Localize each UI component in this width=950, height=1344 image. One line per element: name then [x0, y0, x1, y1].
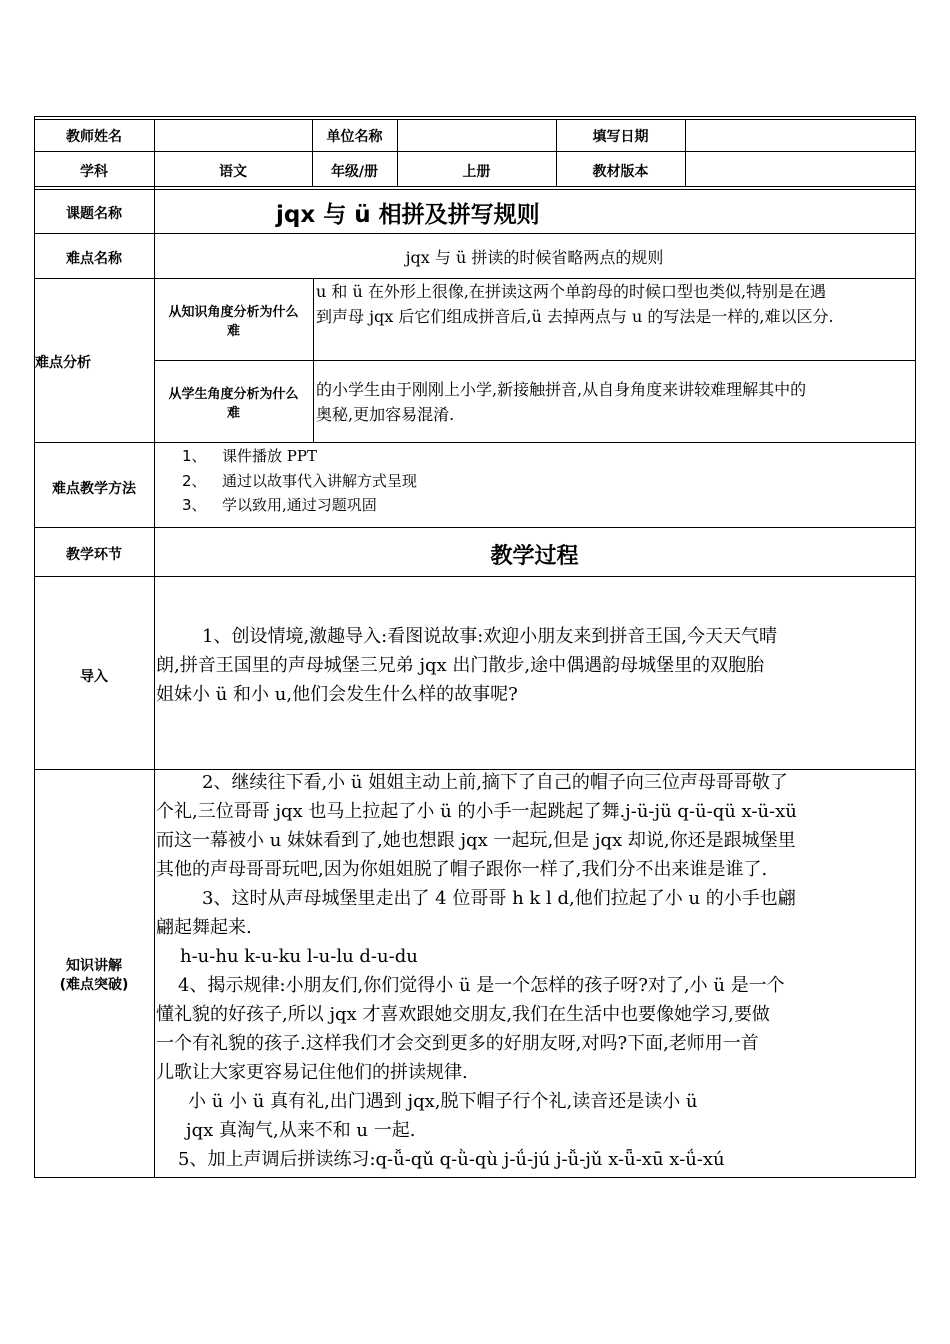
grade-value: 上册 — [462, 164, 491, 180]
column-divider — [313, 278, 314, 442]
row-divider — [34, 189, 916, 190]
row-divider — [34, 576, 916, 577]
process-label: 教学环节 — [66, 547, 122, 563]
table-border — [34, 116, 35, 1178]
knowledge-angle-label: 从知识角度分析为什么 难 — [168, 305, 299, 339]
fill-date-label: 填写日期 — [592, 129, 649, 145]
subject-value: 语文 — [219, 164, 247, 180]
table-border — [34, 116, 916, 117]
row-divider — [34, 186, 916, 187]
row-divider — [34, 233, 916, 234]
method-list — [182, 444, 417, 518]
textbook-label: 教材版本 — [592, 164, 649, 180]
unit-name-label: 单位名称 — [326, 129, 383, 145]
table-border — [34, 119, 916, 120]
intro-label: 导入 — [80, 669, 108, 685]
student-angle-label: 从学生角度分析为什么 难 — [168, 387, 299, 421]
method-item: 3、 学以致用,通过习题巩固 — [182, 496, 377, 514]
method-item: 2、 通过以故事代入讲解方式呈现 — [182, 471, 418, 490]
table-border — [34, 1177, 916, 1178]
knowledge-text: 2、继续往下看,小 ü 姐姐主动上前,摘下了自己的帽子向三位声母哥哥敬了 个礼,三位哥哥 jqx 也马上拉起了小 ü 的小手一起跳起了舞.j-ü-jü q-ü-qü x-ü-xü 而这一幕被小 u 妹妹看到了,她也想跟 jqx 一起玩,但是 jqx 却说,你还是跟城堡里 其他的声母哥哥玩吧,因为你姐姐脱了帽子跟你一样了,我们分不出来谁是谁了. 3、这时从声母城堡里走出了 4 位哥哥 h k l d,他们拉起了小 u 的小手也翩 翩起舞起来. h-u-hu k-u-ku l-u-lu d-u-du 4、揭示规律:小朋友们,你们觉得小 ü 是一个怎样的孩子呀?对了,小 ü 是一个 懂礼貌的好孩子,所以 jqx 才喜欢跟她交朋友,我们在生活中也要像她学习,要做 一个有礼貌的孩子.这样我们才会交到更多的好朋友呀,对吗?下面,老师用一首 儿歌让大家更容易记住他们的拼读规律. 小 ü 小 ü 真有礼,出门遇到 jqx,脱下帽子行个礼,读音还是读小 ü jqx 真淘气,从来不和 u 一起. 5、加上声调后拼读练习:q-ǚ-qǔ q-ǜ-qù j-ǘ-jú j-ǚ-jǔ x-ǖ-xū x-ǘ-xú — [156, 772, 797, 1170]
row-divider — [34, 527, 916, 528]
grade-label: 年级/册 — [330, 164, 379, 180]
teacher-name-label: 教师姓名 — [66, 129, 122, 145]
knowledge-label: 知识讲解 (难点突破) — [59, 958, 129, 993]
difficulty-label: 难点名称 — [66, 251, 122, 267]
knowledge-angle-text: u 和 ü 在外形上很像,在拼读这两个单韵母的时候口型也类似,特别是在遇 到声母 jqx 后它们组成拼音后,ü 去掉两点与 u 的写法是一样的,难以区分. — [316, 282, 834, 326]
table-border — [915, 116, 916, 1178]
intro-text: 1、创设情境,激趣导入:看图说故事:欢迎小朋友来到拼音王国,今天天气晴 朗,拼音王国里的声母城堡三兄弟 jqx 出门散步,途中偶遇韵母城堡里的双胞胎 姐妹小 ü 和小 u,他们会发生什么样的故事呢? — [156, 626, 778, 705]
difficulty-value: jqx 与 ü 拼读的时候省略两点的规则 — [405, 248, 664, 267]
column-divider — [154, 119, 155, 1178]
student-angle-text: 的小学生由于刚刚上小学,新接触拼音,从自身角度来讲较难理解其中的 奥秘,更加容易混淆. — [316, 380, 807, 424]
subject-label: 学科 — [80, 164, 108, 180]
row-divider — [34, 442, 916, 443]
row-divider — [154, 360, 916, 361]
process-title: 教学过程 — [490, 544, 579, 569]
topic-title: jqx 与 ü 相拼及拼写规则 — [276, 202, 540, 228]
topic-label: 课题名称 — [66, 206, 122, 222]
row-divider — [34, 151, 916, 152]
column-divider — [685, 119, 686, 187]
analysis-label: 难点分析 — [35, 355, 91, 371]
method-label: 难点教学方法 — [52, 481, 136, 497]
method-item: 1、 课件播放 PPT — [182, 447, 317, 465]
